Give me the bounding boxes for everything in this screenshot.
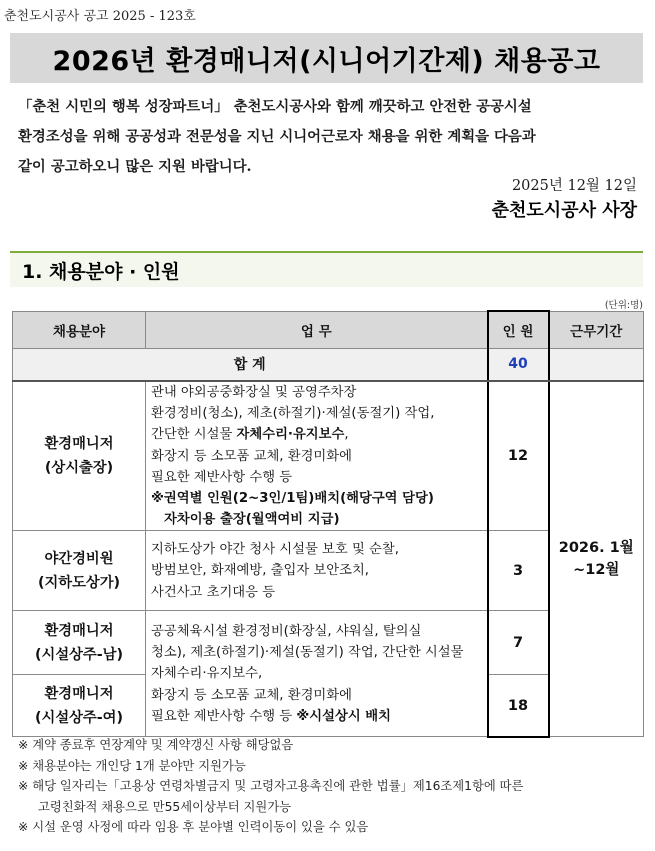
field-type: (시설상주-남) xyxy=(34,646,124,663)
duty-line: 관내 야외공중화장실 및 공영주차장 xyxy=(151,385,357,400)
field-cell xyxy=(13,675,146,737)
period-start: 2026. 1월 xyxy=(558,540,634,557)
count-cell: 3 xyxy=(488,531,549,611)
duty-line: 화장지 등 소모품 교체, 환경미화에 xyxy=(151,687,352,703)
duty-line-emphasis: 자체수리·유지보수 xyxy=(236,427,345,443)
header-field: 채용분야 xyxy=(13,311,146,348)
field-type: (상시출장) xyxy=(44,460,114,477)
count-cell: 18 xyxy=(488,675,549,737)
section-heading xyxy=(10,251,643,287)
period-end: ~12월 xyxy=(573,562,620,579)
intro-line: 환경조성을 위해 공공성과 전문성을 지닌 시니어근로자 채용을 위한 계획을 다음과 xyxy=(18,128,536,145)
field-name: 환경매니저 xyxy=(44,622,114,639)
notice-date: 2025년 12월 12일 xyxy=(511,178,637,194)
note-item: ※ 해당 일자리는「고용상 연령차별금지 및 고령자고용촉진에 관한 법률」제16조제1항에 따른 xyxy=(18,779,524,793)
field-cell xyxy=(13,611,146,675)
duty-line-text: 간단한 시설물 xyxy=(151,427,237,443)
duty-line: 사건사고 초기대응 등 xyxy=(151,584,276,600)
section-heading-text: 1. 채용분야 · 인원 xyxy=(22,260,180,283)
field-type: (지하도상가) xyxy=(37,574,121,591)
note-item: ※ 시설 운영 사정에 따라 임용 후 분야별 인력이동이 있을 수 있음 xyxy=(18,820,369,834)
duties-cell xyxy=(146,381,488,531)
duty-line: 필요한 제반사항 수행 등 xyxy=(151,469,293,485)
duty-line: 화장지 등 소모품 교체, 환경미화에 xyxy=(151,448,352,464)
field-cell xyxy=(13,531,146,611)
field-name: 야간경비원 xyxy=(44,550,114,567)
field-cell xyxy=(13,381,146,531)
total-period-cell xyxy=(549,348,644,381)
total-label: 합 계 xyxy=(13,348,488,381)
duty-line-text: 필요한 제반사항 수행 등 xyxy=(151,708,297,724)
duty-line xyxy=(151,424,487,445)
duty-line: 환경정비(청소), 제초(하절기)·제설(동절기) 작업, xyxy=(151,406,435,422)
total-row xyxy=(13,348,644,381)
duty-note: ※권역별 인원(2~3인/1팀)배치(해당구역 담당) xyxy=(151,491,434,507)
intro-line: 같이 공고하오니 많은 지원 바랍니다. xyxy=(18,158,252,175)
count-cell: 7 xyxy=(488,611,549,675)
intro-paragraph xyxy=(18,92,640,182)
recruitment-table xyxy=(12,310,644,738)
duty-line: 방범보안, 화재예방, 출입자 보안조치, xyxy=(151,563,370,579)
intro-line: 「춘천 시민의 행복 성장파트너」 춘천도시공사와 함께 깨끗하고 안전한 공공시설 xyxy=(18,98,532,115)
header-count: 인 원 xyxy=(488,311,549,348)
duty-line-emphasis: ※시설상시 배치 xyxy=(296,708,391,724)
total-count: 40 xyxy=(488,348,549,381)
header-period: 근무기간 xyxy=(549,311,644,348)
header-duties: 업 무 xyxy=(146,311,488,348)
table-row xyxy=(13,381,644,531)
page-title: 2026년 환경매니저(시니어기간제) 채용공고 xyxy=(52,45,601,77)
field-name: 환경매니저 xyxy=(44,436,114,453)
shared-duties-cell xyxy=(146,611,488,737)
title-bar xyxy=(10,33,643,83)
duty-line: 지하도상가 야간 청사 시설물 보호 및 순찰, xyxy=(151,542,399,558)
duty-line: 자체수리·유지보수, xyxy=(151,666,263,682)
unit-label: (단위:명) xyxy=(604,300,643,311)
note-item-continuation: 고령친화적 채용으로 만55세이상부터 지원가능 xyxy=(38,799,292,814)
field-type: (시설상주-여) xyxy=(34,709,124,726)
notes-list xyxy=(18,735,648,838)
note-item: ※ 계약 종료후 연장계약 및 계약갱신 사항 해당없음 xyxy=(18,738,294,752)
duties-cell xyxy=(146,531,488,611)
duty-line: 공공체육시설 환경정비(화장실, 샤워실, 탈의실 xyxy=(151,623,422,639)
notice-number: 춘천도시공사 공고 2025 - 123호 xyxy=(4,9,196,24)
duty-line-text: , xyxy=(344,427,349,443)
duty-note: 자차이용 출장(월액여비 지급) xyxy=(164,512,340,528)
field-name: 환경매니저 xyxy=(44,685,114,702)
duty-line: 청소), 제초(하절기)·제설(동절기) 작업, 간단한 시설물 xyxy=(151,645,464,661)
duty-line xyxy=(151,706,487,727)
issuer-name: 춘천도시공사 사장 xyxy=(491,200,637,221)
count-cell: 12 xyxy=(488,381,549,531)
note-item: ※ 채용분야는 개인당 1개 분야만 지원가능 xyxy=(18,758,246,773)
period-cell xyxy=(549,381,644,737)
